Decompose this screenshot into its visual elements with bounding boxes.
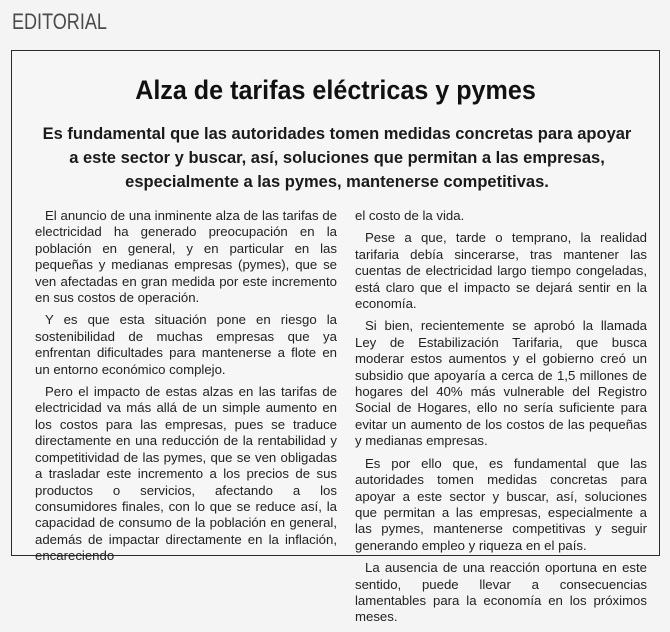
paragraph: Es por ello que, es fundamental que las autoridades tomen medidas concretas para apoyar a este sector y buscar, así, soluciones que permitan a las empresas, especialmente a las pymes, mantenerse competitivas y seguir generando empleo y riqueza en el país. (355, 455, 647, 553)
left-column (35, 208, 337, 571)
paragraph-continuation: el costo de la vida. (355, 208, 465, 223)
editorial-frame (11, 50, 660, 625)
deck: Es fundamental que las autoridades tomen medidas concretas para apoyar a este sector y buscar, así, soluciones que permitan a las empresas, especialmente a las pymes, mantenerse competitivas. (42, 125, 632, 191)
paragraph: Si bien, recientemente se aprobó la llamada Ley de Estabilización Tarifaria, que busca moderar estos aumentos y el gobierno creó un subsidio que apoyaría a cerca de 1,5 millones de hogares del 40% más vulnerable del Registro Social de Hogares, ello no sería suficiente para evitar un aumento de los costos de las pequeñas y medianas empresas. (355, 318, 647, 449)
right-column (355, 208, 647, 632)
headline: Alza de tarifas eléctricas y pymes (135, 75, 536, 105)
paragraph: La ausencia de una reacción oportuna en este sentido, puede llevar a consecuencias lamentables para la economía en los próximos meses. (355, 560, 647, 625)
paragraph: Pero el impacto de estas alzas en las tarifas de electricidad va más allá de un simple aumento en los costos para las empresas, pues se traduce directamente en una reducción de la rentabilidad y competitividad de las pymes, que se ven obligadas a trasladar este incremento a los precios de sus productos o servicios, afectando a los consumidores finales, con lo que se reduce así, la capacidad de consumo de la población en general, además de impactar directamente en la inflación, encareciendo (35, 384, 337, 564)
paragraph: Y es que esta situación pone en riesgo la sostenibilidad de muchas empresas que ya enfrentan dificultades para mantenerse a flote en un entorno económico complejo. (35, 312, 337, 377)
section-label: EDITORIAL (12, 9, 107, 34)
paragraph: El anuncio de una inminente alza de las tarifas de electricidad ha generado preocupación en la población en general, y en particular en las pequeñas y medianas empresas (pymes), que se ven afectadas en gran medida por este incremento en sus costos de operación. (35, 208, 337, 306)
paragraph: Pese a que, tarde o temprano, la realidad tarifaria debía sincerarse, tras mantener las cuentas de electricidad largo tiempo congeladas, está claro que el impacto se dejará sentir en la economía. (355, 230, 647, 312)
